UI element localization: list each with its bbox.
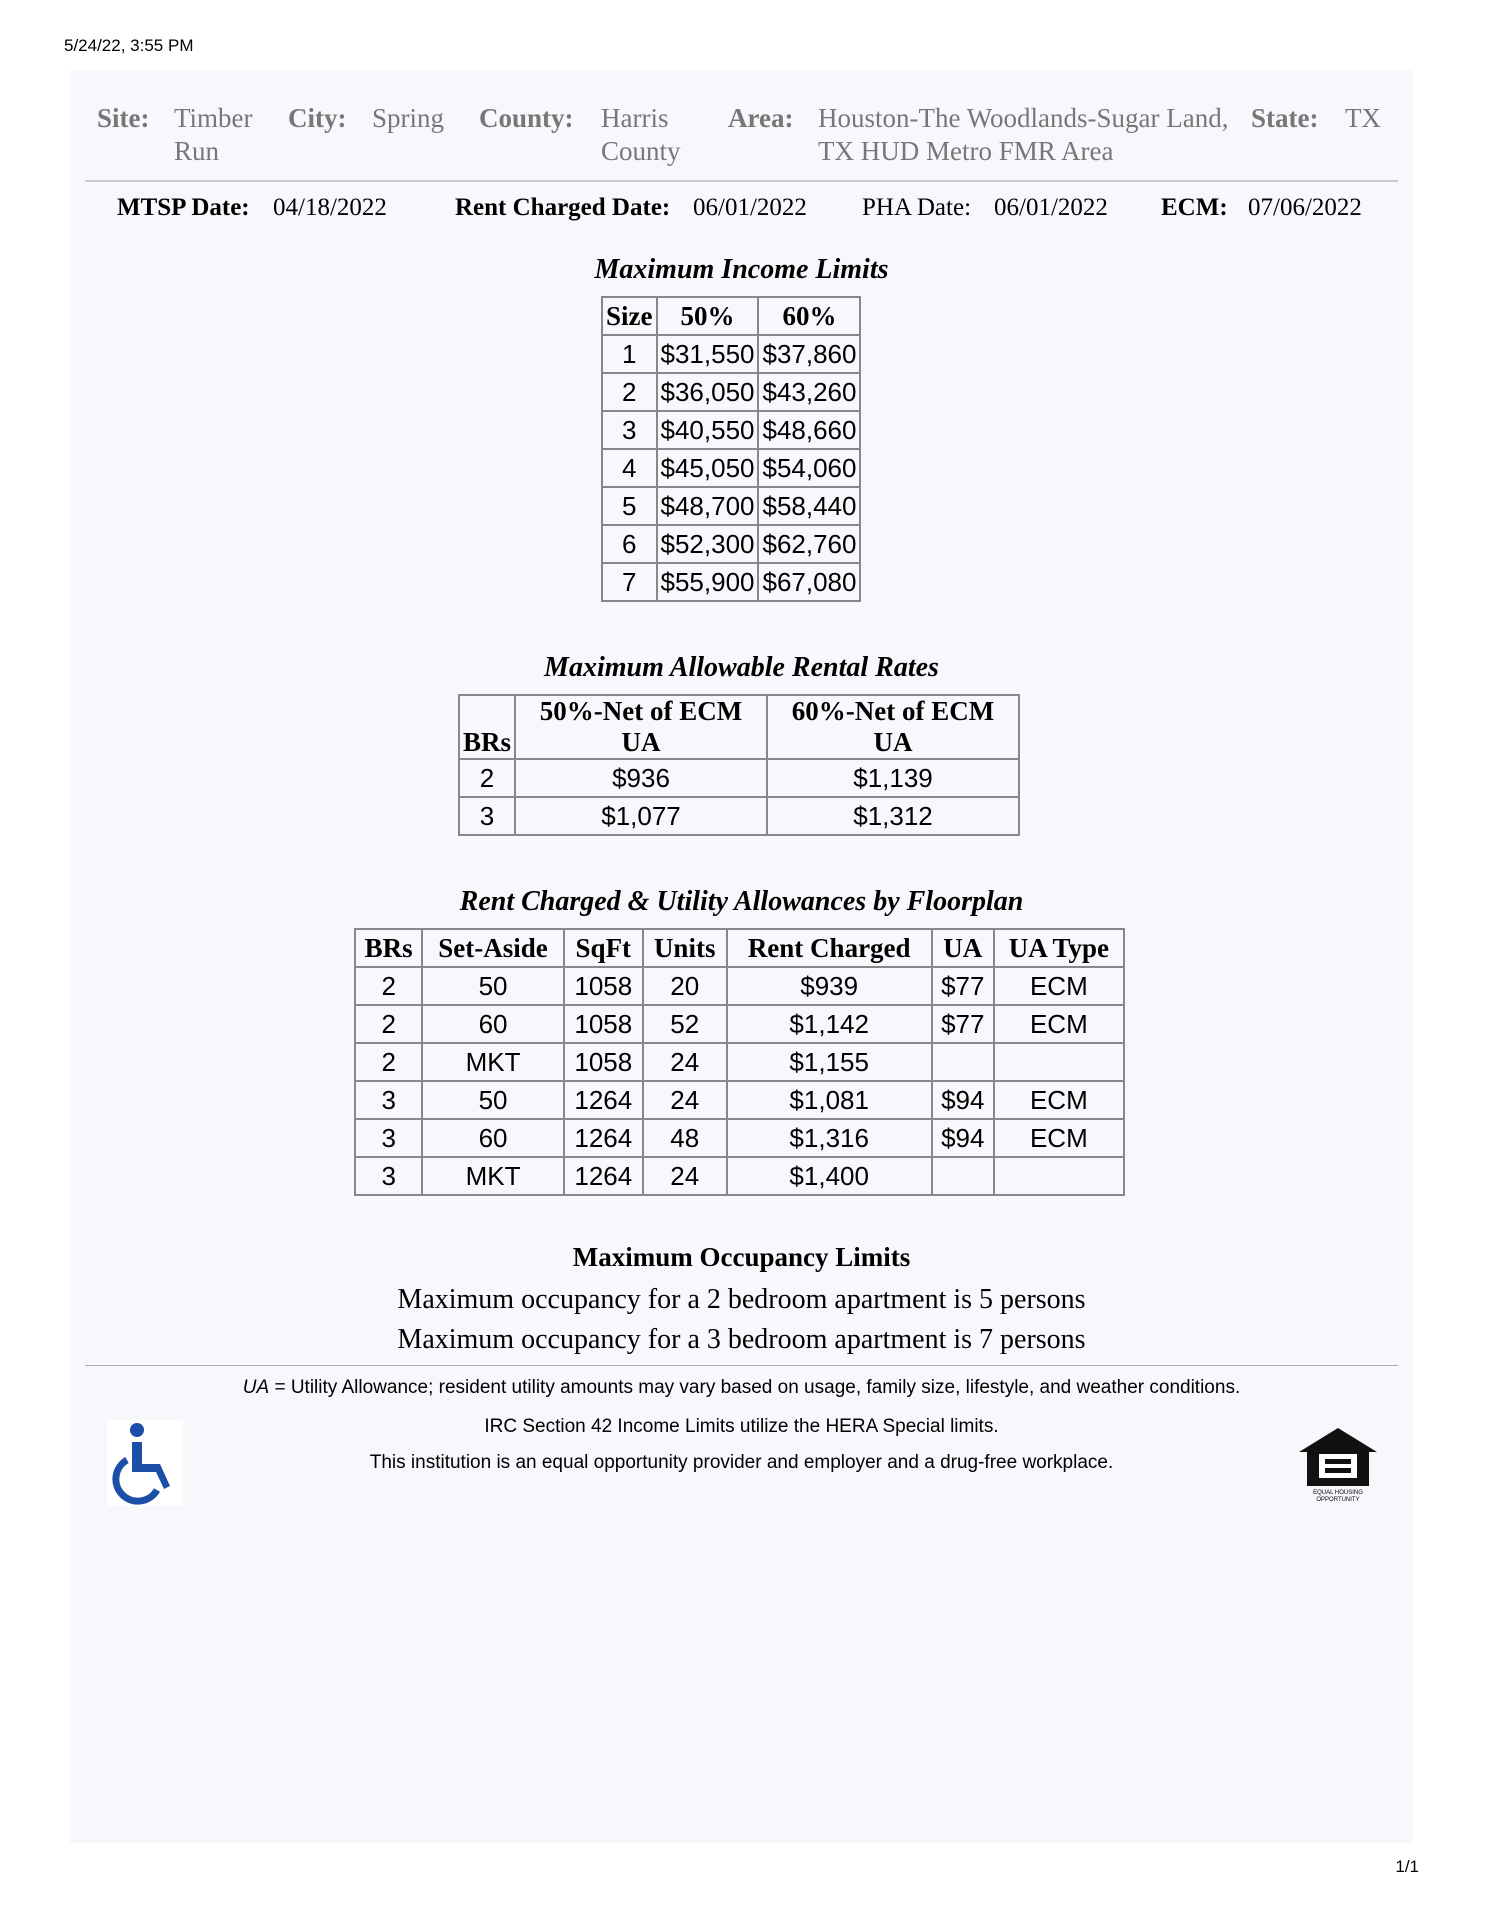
table-cell: 24: [643, 1043, 727, 1081]
table-cell: 2: [355, 1005, 422, 1043]
column-header: SqFt: [564, 929, 643, 967]
table-cell: 60: [422, 1119, 563, 1157]
table-cell: 6: [602, 525, 657, 563]
table-cell: 1058: [564, 967, 643, 1005]
header-row: [602, 297, 860, 335]
column-header: Rent Charged: [727, 929, 932, 967]
ecm-label: ECM:: [1161, 194, 1228, 221]
table-cell: 24: [643, 1157, 727, 1195]
table-cell: 2: [355, 967, 422, 1005]
table-row: [459, 797, 1019, 835]
column-header: Set-Aside: [422, 929, 563, 967]
table-cell: $48,660: [758, 411, 860, 449]
area-value: Houston-The Woodlands-Sugar Land, TX HUD Metro FMR Area: [818, 103, 1229, 166]
table-cell: $36,050: [657, 373, 759, 411]
table-row: [602, 487, 860, 525]
state-value: TX: [1345, 103, 1381, 133]
floorplan-table: [354, 928, 1125, 1196]
header-row: [355, 929, 1124, 967]
table-cell: 60: [422, 1005, 563, 1043]
table-cell: 7: [602, 563, 657, 601]
area-label: Area:: [728, 103, 794, 133]
table-row: [602, 525, 860, 563]
rental-rates-table: [458, 694, 1020, 836]
table-cell: 2: [602, 373, 657, 411]
table-cell: $939: [727, 967, 932, 1005]
county-value: Harris County: [601, 103, 681, 166]
column-header: 60%-Net of ECM UA: [767, 695, 1019, 759]
table-cell: $43,260: [758, 373, 860, 411]
table-cell: $31,550: [657, 335, 759, 373]
column-header: 50%: [657, 297, 759, 335]
table-cell: MKT: [422, 1043, 563, 1081]
table-cell: $1,139: [767, 759, 1019, 797]
irc-note: IRC Section 42 Income Limits utilize the HERA Special limits.: [484, 1416, 999, 1437]
pha-date: 06/01/2022: [994, 194, 1108, 221]
table-cell: 3: [355, 1157, 422, 1195]
table-cell: $67,080: [758, 563, 860, 601]
report-panel: [70, 70, 1413, 1843]
table-cell: 1264: [564, 1157, 643, 1195]
table-cell: $45,050: [657, 449, 759, 487]
table-cell: 3: [459, 797, 515, 835]
table-cell: 1264: [564, 1119, 643, 1157]
table-cell: $58,440: [758, 487, 860, 525]
table-cell: 5: [602, 487, 657, 525]
header-row: [459, 695, 1019, 759]
table-cell: $48,700: [657, 487, 759, 525]
county-label: County:: [479, 103, 574, 133]
income-limits-table: [601, 296, 861, 602]
table-row: [355, 967, 1124, 1005]
table-cell: [932, 1157, 994, 1195]
site-value: Timber Run: [174, 103, 253, 166]
table-cell: 3: [602, 411, 657, 449]
site-label: Site:: [97, 103, 150, 133]
table-row: [602, 563, 860, 601]
column-header: Units: [643, 929, 727, 967]
table-cell: $52,300: [657, 525, 759, 563]
occupancy-title: Maximum Occupancy Limits: [572, 1242, 911, 1272]
table-cell: $1,142: [727, 1005, 932, 1043]
table-cell: 3: [355, 1119, 422, 1157]
income-limits-title: Maximum Income Limits: [594, 254, 889, 285]
table-cell: ECM: [994, 1005, 1124, 1043]
column-header: BRs: [355, 929, 422, 967]
table-cell: 50: [422, 1081, 563, 1119]
table-row: [355, 1043, 1124, 1081]
table-cell: $1,400: [727, 1157, 932, 1195]
table-cell: $40,550: [657, 411, 759, 449]
state-label: State:: [1251, 103, 1319, 133]
floorplan-title: Rent Charged & Utility Allowances by Floorplan: [459, 886, 1024, 917]
table-cell: 1058: [564, 1043, 643, 1081]
table-cell: MKT: [422, 1157, 563, 1195]
table-cell: $1,316: [727, 1119, 932, 1157]
table-cell: 1: [602, 335, 657, 373]
table-cell: $936: [515, 759, 767, 797]
table-cell: 1264: [564, 1081, 643, 1119]
table-cell: 20: [643, 967, 727, 1005]
table-row: [355, 1157, 1124, 1195]
svg-text:EQUAL HOUSING: EQUAL HOUSING: [1313, 1490, 1363, 1496]
table-row: [355, 1005, 1124, 1043]
column-header: 50%-Net of ECM UA: [515, 695, 767, 759]
table-cell: [994, 1043, 1124, 1081]
column-header: UA Type: [994, 929, 1124, 967]
table-cell: $37,860: [758, 335, 860, 373]
divider: [85, 180, 1398, 182]
table-cell: 24: [643, 1081, 727, 1119]
table-row: [602, 411, 860, 449]
rental-rates-title: Maximum Allowable Rental Rates: [544, 652, 939, 683]
ecm-date: 07/06/2022: [1248, 194, 1362, 221]
table-row: [602, 335, 860, 373]
table-cell: $1,077: [515, 797, 767, 835]
table-cell: 2: [355, 1043, 422, 1081]
ua-note: UA = Utility Allowance; resident utility amounts may vary based on usage, family size, lifestyle, and weather conditions.: [242, 1377, 1241, 1398]
occupancy-line: Maximum occupancy for a 2 bedroom apartment is 5 persons: [397, 1284, 1086, 1315]
table-cell: 4: [602, 449, 657, 487]
table-cell: [994, 1157, 1124, 1195]
rent-charged-label: Rent Charged Date:: [455, 194, 671, 221]
table-cell: $54,060: [758, 449, 860, 487]
column-header: BRs: [459, 695, 515, 759]
table-cell: $1,081: [727, 1081, 932, 1119]
divider: [85, 1365, 1398, 1366]
rent-charged-date: 06/01/2022: [693, 194, 807, 221]
table-cell: 3: [355, 1081, 422, 1119]
table-cell: $1,312: [767, 797, 1019, 835]
table-cell: [932, 1043, 994, 1081]
print-timestamp: 5/24/22, 3:55 PM: [64, 36, 194, 55]
table-cell: 2: [459, 759, 515, 797]
table-cell: 1058: [564, 1005, 643, 1043]
table-row: [602, 449, 860, 487]
city-value: Spring: [372, 103, 445, 133]
page-number: 1/1: [1395, 1857, 1419, 1876]
mtsp-date: 04/18/2022: [273, 194, 387, 221]
column-header: Size: [602, 297, 657, 335]
table-row: [459, 759, 1019, 797]
table-cell: $77: [932, 967, 994, 1005]
column-header: UA: [932, 929, 994, 967]
table-cell: $94: [932, 1119, 994, 1157]
table-cell: ECM: [994, 1119, 1124, 1157]
wheelchair-accessibility-icon: [107, 1420, 183, 1506]
table-cell: 48: [643, 1119, 727, 1157]
table-cell: ECM: [994, 1081, 1124, 1119]
table-cell: $62,760: [758, 525, 860, 563]
table-row: [602, 373, 860, 411]
table-row: [355, 1119, 1124, 1157]
equal-opportunity-note: This institution is an equal opportunity provider and employer and a drug-free workplace.: [369, 1452, 1114, 1473]
table-cell: $94: [932, 1081, 994, 1119]
column-header: 60%: [758, 297, 860, 335]
table-cell: $55,900: [657, 563, 759, 601]
city-label: City:: [288, 103, 347, 133]
table-cell: 52: [643, 1005, 727, 1043]
table-cell: 50: [422, 967, 563, 1005]
occupancy-line: Maximum occupancy for a 3 bedroom apartment is 7 persons: [397, 1324, 1086, 1355]
table-cell: $77: [932, 1005, 994, 1043]
svg-text:OPPORTUNITY: OPPORTUNITY: [1316, 1497, 1360, 1503]
mtsp-label: MTSP Date:: [117, 194, 250, 221]
equal-housing-logo: [1295, 1424, 1381, 1504]
table-cell: ECM: [994, 967, 1124, 1005]
table-cell: $1,155: [727, 1043, 932, 1081]
pha-label: PHA Date:: [862, 194, 972, 221]
table-row: [355, 1081, 1124, 1119]
